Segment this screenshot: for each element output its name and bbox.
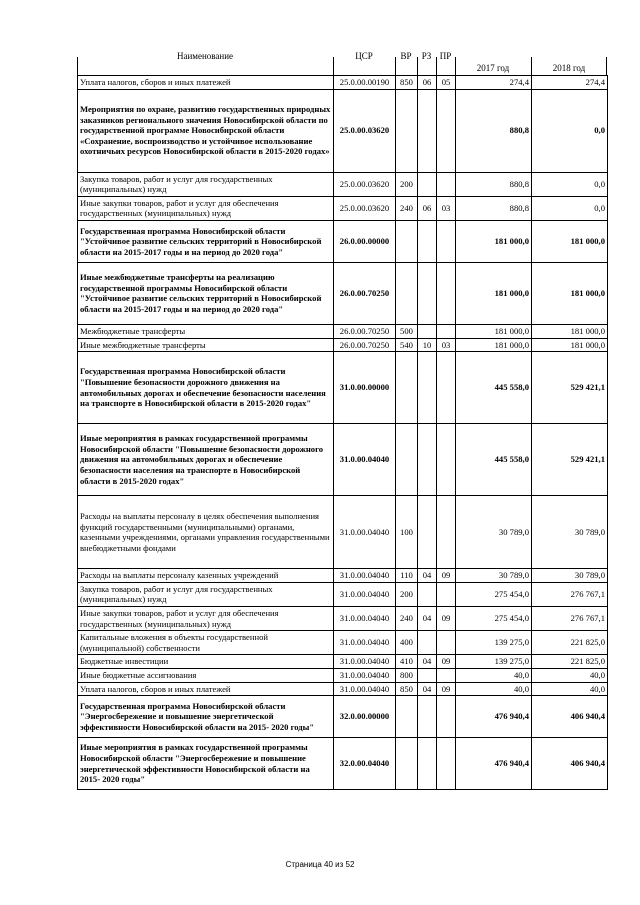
row-rz (418, 352, 437, 424)
row-pr: 09 (437, 569, 456, 583)
header-pr: ПР (439, 51, 452, 61)
budget-table (77, 75, 608, 790)
row-name: Иные межбюджетные трансферты на реализацию государственной программы Новосибирской области "Устойчивое развитие сельских территорий в Новосибирской области на 2015-2017 годы и на период до 2020 года" (78, 262, 334, 324)
table-header-clipped (77, 51, 607, 75)
row-amount-2017: 274,4 (456, 76, 532, 90)
row-name: Иные бюджетные ассигнования (78, 668, 334, 682)
row-amount-2018: 40,0 (532, 682, 608, 696)
row-name: Уплата налогов, сборов и иных платежей (78, 76, 334, 90)
row-rz (418, 324, 437, 338)
row-vr (396, 352, 418, 424)
row-rz (418, 582, 437, 606)
row-amount-2017: 476 940,4 (456, 696, 532, 738)
row-amount-2018: 276 767,1 (532, 606, 608, 630)
row-amount-2017: 275 454,0 (456, 606, 532, 630)
row-code: 31.0.00.04040 (334, 606, 396, 630)
row-name: Иные закупки товаров, работ и услуг для обеспечения государственных (муниципальных) нужд (78, 196, 334, 220)
row-pr (437, 696, 456, 738)
row-pr (437, 220, 456, 262)
row-code: 32.0.00.00000 (334, 696, 396, 738)
row-name: Иные мероприятия в рамках государственной программы Новосибирской области "Энергосбережение и повышение энергетической эффективности Новосибирской области на 2015- 2020 годы" (78, 738, 334, 790)
row-code: 26.0.00.70250 (334, 338, 396, 352)
row-pr: 09 (437, 606, 456, 630)
row-code: 25.0.00.00190 (334, 76, 396, 90)
row-vr: 200 (396, 582, 418, 606)
row-amount-2017: 445 558,0 (456, 424, 532, 496)
row-pr (437, 668, 456, 682)
table-row (78, 220, 608, 262)
table-row (78, 496, 608, 569)
row-pr: 03 (437, 196, 456, 220)
table-row (78, 631, 608, 655)
row-name: Государственная программа Новосибирской области "Энергосбережение и повышение энергетической эффективности Новосибирской области на 2015- 2020 годы" (78, 696, 334, 738)
table-row (78, 668, 608, 682)
row-pr (437, 496, 456, 569)
table-row (78, 262, 608, 324)
row-amount-2018: 406 940,4 (532, 696, 608, 738)
row-name: Мероприятия по охране, развитию государственных природных заказников регионального значения Новосибирской области по государственной программе Новосибирской области «Сохранение, воспроизводство и устойчивое использование охотничьих ресурсов Новосибирской области в 2015-2020 годах» (78, 89, 334, 172)
table-row (78, 338, 608, 352)
row-code: 25.0.00.03620 (334, 89, 396, 172)
row-amount-2018: 406 940,4 (532, 738, 608, 790)
row-vr: 850 (396, 682, 418, 696)
row-vr: 400 (396, 631, 418, 655)
row-vr (396, 738, 418, 790)
row-code: 31.0.00.00000 (334, 352, 396, 424)
row-amount-2018: 221 825,0 (532, 631, 608, 655)
row-rz (418, 172, 437, 196)
row-vr: 200 (396, 172, 418, 196)
table-row (78, 424, 608, 496)
row-code: 31.0.00.04040 (334, 424, 396, 496)
row-pr: 03 (437, 338, 456, 352)
row-name: Закупка товаров, работ и услуг для государственных (муниципальных) нужд (78, 582, 334, 606)
row-rz: 10 (418, 338, 437, 352)
table-row (78, 196, 608, 220)
row-code: 25.0.00.03620 (334, 172, 396, 196)
row-code: 26.0.00.70250 (334, 324, 396, 338)
row-rz (418, 696, 437, 738)
row-rz (418, 496, 437, 569)
row-amount-2018: 30 789,0 (532, 569, 608, 583)
row-rz: 06 (418, 196, 437, 220)
row-code: 31.0.00.04040 (334, 582, 396, 606)
table-row (78, 582, 608, 606)
row-vr (396, 696, 418, 738)
row-name: Государственная программа Новосибирской области "Устойчивое развитие сельских территорий в Новосибирской области на 2015-2017 годы и на период до 2020 года" (78, 220, 334, 262)
row-amount-2018: 0,0 (532, 196, 608, 220)
table-row (78, 655, 608, 669)
row-name: Бюджетные инвестиции (78, 655, 334, 669)
header-year-2018: 2018 год (552, 63, 586, 73)
row-amount-2018: 221 825,0 (532, 655, 608, 669)
table-row (78, 738, 608, 790)
page-number: Страница 40 из 52 (285, 860, 355, 869)
table-header (77, 51, 607, 75)
row-amount-2017: 880,8 (456, 172, 532, 196)
row-vr: 110 (396, 569, 418, 583)
row-pr (437, 324, 456, 338)
row-vr: 540 (396, 338, 418, 352)
row-code: 26.0.00.00000 (334, 220, 396, 262)
row-rz: 04 (418, 569, 437, 583)
row-pr (437, 582, 456, 606)
row-pr (437, 172, 456, 196)
row-code: 31.0.00.04040 (334, 655, 396, 669)
row-rz: 04 (418, 682, 437, 696)
row-name: Закупка товаров, работ и услуг для государственных (муниципальных) нужд (78, 172, 334, 196)
row-pr (437, 631, 456, 655)
row-rz (418, 262, 437, 324)
row-amount-2018: 529 421,1 (532, 352, 608, 424)
row-vr: 850 (396, 76, 418, 90)
header-tsr: ЦСР (355, 51, 373, 61)
row-amount-2017: 30 789,0 (456, 496, 532, 569)
row-vr: 100 (396, 496, 418, 569)
row-vr: 240 (396, 196, 418, 220)
row-code: 31.0.00.04040 (334, 496, 396, 569)
row-amount-2017: 476 940,4 (456, 738, 532, 790)
table-row (78, 89, 608, 172)
row-amount-2017: 880,8 (456, 89, 532, 172)
row-vr (396, 424, 418, 496)
row-amount-2018: 0,0 (532, 89, 608, 172)
row-amount-2017: 181 000,0 (456, 338, 532, 352)
row-code: 26.0.00.70250 (334, 262, 396, 324)
row-rz (418, 220, 437, 262)
row-code: 31.0.00.04040 (334, 682, 396, 696)
header-year-2017: 2017 год (476, 63, 510, 73)
header-name: Наименование (176, 51, 234, 61)
row-amount-2018: 181 000,0 (532, 220, 608, 262)
row-pr (437, 352, 456, 424)
row-amount-2018: 181 000,0 (532, 338, 608, 352)
row-rz: 04 (418, 655, 437, 669)
row-name: Иные межбюджетные трансферты (78, 338, 334, 352)
row-amount-2017: 275 454,0 (456, 582, 532, 606)
row-amount-2017: 40,0 (456, 682, 532, 696)
row-code: 32.0.00.04040 (334, 738, 396, 790)
row-vr (396, 220, 418, 262)
row-vr: 800 (396, 668, 418, 682)
row-rz (418, 89, 437, 172)
row-amount-2018: 181 000,0 (532, 262, 608, 324)
row-name: Расходы на выплаты персоналу в целях обеспечения выполнения функций государственными (муниципальными) органами, казенными учреждениями, органами управления государственными внебюджетными фондами (78, 496, 334, 569)
row-name: Расходы на выплаты персоналу казенных учреждений (78, 569, 334, 583)
row-code: 31.0.00.04040 (334, 668, 396, 682)
table-row (78, 569, 608, 583)
row-amount-2017: 181 000,0 (456, 324, 532, 338)
row-amount-2018: 0,0 (532, 172, 608, 196)
row-rz (418, 631, 437, 655)
row-pr: 09 (437, 655, 456, 669)
row-name: Межбюджетные трансферты (78, 324, 334, 338)
row-vr: 240 (396, 606, 418, 630)
header-rz: РЗ (421, 51, 432, 61)
row-amount-2017: 181 000,0 (456, 220, 532, 262)
row-pr: 09 (437, 682, 456, 696)
row-pr (437, 89, 456, 172)
row-name: Иные мероприятия в рамках государственной программы Новосибирской области "Повышение безопасности дорожного движения на автомобильных дорогах и обеспечение безопасности населения на транспорте в Новосибирской области в 2015-2020 годах" (78, 424, 334, 496)
row-rz (418, 668, 437, 682)
row-name: Уплата налогов, сборов и иных платежей (78, 682, 334, 696)
row-pr: 05 (437, 76, 456, 90)
table-row (78, 76, 608, 90)
row-code: 25.0.00.03620 (334, 196, 396, 220)
table-row (78, 682, 608, 696)
row-amount-2017: 139 275,0 (456, 655, 532, 669)
row-vr: 410 (396, 655, 418, 669)
row-amount-2017: 139 275,0 (456, 631, 532, 655)
row-pr (437, 424, 456, 496)
row-vr (396, 262, 418, 324)
table-row (78, 172, 608, 196)
table-row (78, 606, 608, 630)
row-amount-2017: 40,0 (456, 668, 532, 682)
row-rz (418, 424, 437, 496)
row-name: Капитальные вложения в объекты государственной (муниципальной) собственности (78, 631, 334, 655)
row-rz (418, 738, 437, 790)
row-pr (437, 262, 456, 324)
row-name: Иные закупки товаров, работ и услуг для обеспечения государственных (муниципальных) нужд (78, 606, 334, 630)
row-code: 31.0.00.04040 (334, 631, 396, 655)
table-row (78, 352, 608, 424)
row-rz: 04 (418, 606, 437, 630)
row-code: 31.0.00.04040 (334, 569, 396, 583)
row-rz: 06 (418, 76, 437, 90)
row-vr: 500 (396, 324, 418, 338)
row-amount-2018: 276 767,1 (532, 582, 608, 606)
row-amount-2018: 40,0 (532, 668, 608, 682)
header-vr: ВР (400, 51, 412, 61)
row-pr (437, 738, 456, 790)
row-vr (396, 89, 418, 172)
row-amount-2018: 274,4 (532, 76, 608, 90)
row-amount-2017: 445 558,0 (456, 352, 532, 424)
row-amount-2017: 880,8 (456, 196, 532, 220)
row-amount-2018: 30 789,0 (532, 496, 608, 569)
row-amount-2017: 181 000,0 (456, 262, 532, 324)
row-amount-2017: 30 789,0 (456, 569, 532, 583)
table-row (78, 696, 608, 738)
table-row (78, 324, 608, 338)
row-amount-2018: 181 000,0 (532, 324, 608, 338)
row-name: Государственная программа Новосибирской области "Повышение безопасности дорожного движения на автомобильных дорогах и обеспечение безопасности населения на транспорте в Новосибирской области в 2015-2020 годах" (78, 352, 334, 424)
row-amount-2018: 529 421,1 (532, 424, 608, 496)
